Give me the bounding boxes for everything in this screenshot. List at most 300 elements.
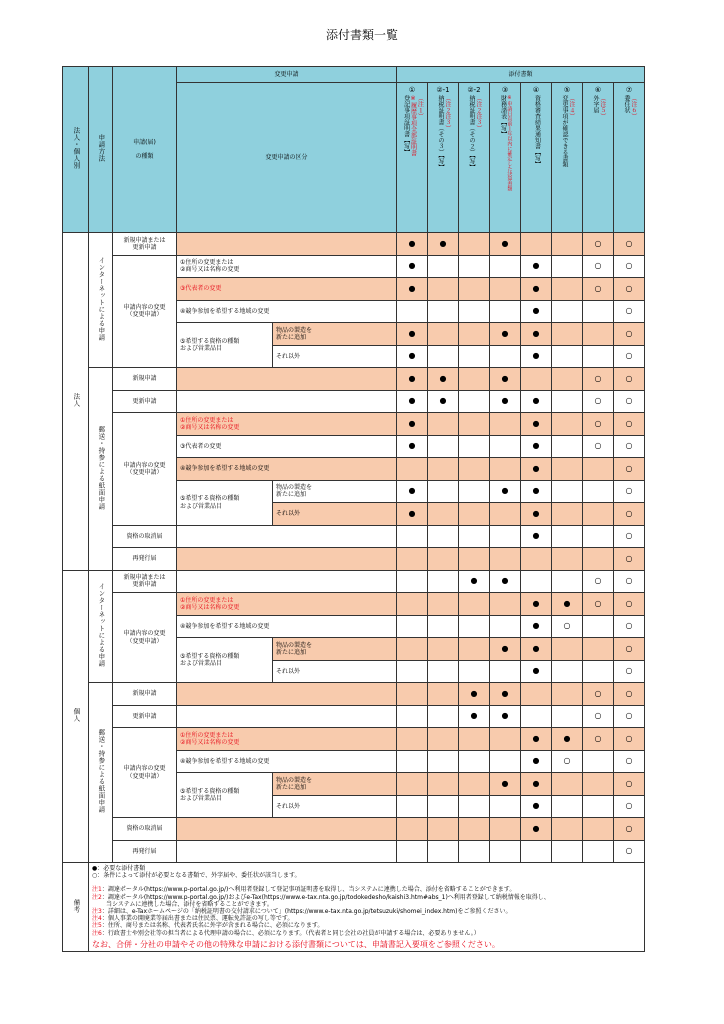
note-5-part: 注5	[92, 922, 102, 930]
mark-cell: ○	[614, 818, 645, 841]
mark-cell	[490, 413, 521, 436]
category-empty	[177, 390, 397, 413]
category-region: ④競争参加を希望する地域の変更	[177, 615, 397, 638]
mark-cell	[583, 503, 614, 526]
mark-cell	[459, 660, 490, 683]
mark-cell	[552, 548, 583, 571]
mark-cell: ●	[521, 795, 552, 818]
mark-cell	[428, 818, 459, 841]
kind-change	[113, 593, 177, 683]
category-empty	[177, 233, 397, 256]
mark-cell: ●	[490, 368, 521, 391]
mark-cell	[428, 615, 459, 638]
mark-cell	[459, 795, 490, 818]
header-doc-number: ④	[532, 86, 540, 94]
mark-cell: ●	[397, 278, 428, 301]
header-doc-8	[614, 83, 645, 233]
category-qualification	[177, 323, 273, 368]
category-goods-add	[273, 480, 397, 503]
header-kind: 申請(届) の種類	[113, 67, 177, 233]
category-goods-add-line2: 新たに追加	[276, 333, 307, 341]
kind-change-line1: 申請内容の変更	[123, 304, 166, 312]
kind-change-line1: 申請内容の変更	[123, 630, 166, 638]
category-other: それ以外	[273, 795, 397, 818]
mark-cell: ●	[459, 683, 490, 706]
category-address-line2: ②商号又は名称の変更	[180, 423, 240, 431]
category-address-line1: ①住所の変更または	[180, 259, 234, 267]
note-4-part: 注4	[92, 915, 102, 923]
mark-cell: ○	[583, 593, 614, 616]
header-doc-text: 変更事項が確認できる書類	[561, 95, 569, 168]
header-doc-number: ⑦	[625, 86, 633, 94]
category-other: それ以外	[273, 660, 397, 683]
mark-cell	[397, 548, 428, 571]
mark-cell: ○	[614, 413, 645, 436]
mark-cell	[459, 345, 490, 368]
mark-cell	[459, 593, 490, 616]
mark-cell	[428, 480, 459, 503]
header-doc-note: （注６）	[629, 95, 637, 120]
category-address	[177, 593, 397, 616]
mark-cell	[397, 705, 428, 728]
mark-cell: ○	[614, 300, 645, 323]
remarks-label-text: 備考	[72, 899, 81, 914]
header-doc-1	[397, 83, 428, 233]
mark-cell: ●	[521, 480, 552, 503]
header-doc-note: （注５）	[598, 95, 606, 120]
mark-cell: ●	[459, 570, 490, 593]
bottom-note: なお、合併・分社の申請やその他の特殊な申請における添付書類については、申請書記入要項をご参照ください。	[92, 939, 500, 949]
mark-cell	[552, 773, 583, 796]
mark-cell	[459, 615, 490, 638]
mark-cell: ○	[614, 278, 645, 301]
mark-cell: ○	[583, 728, 614, 751]
mark-cell	[490, 615, 521, 638]
mark-cell	[397, 795, 428, 818]
category-goods-add	[273, 773, 397, 796]
mark-cell: ●	[490, 323, 521, 346]
category-qualification-line2: および営業品目	[180, 345, 223, 352]
mark-cell	[552, 840, 583, 863]
mark-cell	[552, 413, 583, 436]
mark-cell	[490, 458, 521, 481]
mark-cell	[459, 750, 490, 773]
mark-cell	[490, 818, 521, 841]
method-internet-text: インターネットによる申請	[97, 256, 106, 341]
mark-cell: ○	[583, 683, 614, 706]
mark-cell: ●	[521, 638, 552, 661]
mark-cell	[583, 795, 614, 818]
mark-cell	[583, 345, 614, 368]
mark-cell	[552, 503, 583, 526]
category-empty	[177, 368, 397, 391]
category-qualification-line1: ⑤希望する資格の種類	[180, 652, 240, 660]
category-representative: ③代表者の変更	[177, 435, 397, 458]
mark-cell	[552, 435, 583, 458]
mark-cell	[428, 345, 459, 368]
mark-cell	[459, 728, 490, 751]
mark-cell	[459, 525, 490, 548]
category-qualification-line2: および営業品目	[180, 795, 223, 802]
mark-cell	[490, 435, 521, 458]
header-doc-text: ※履歴事項全部証明書	[409, 95, 417, 157]
mark-cell	[397, 570, 428, 593]
mark-cell: ○	[614, 233, 645, 256]
kind-reissue: 再発行届	[113, 840, 177, 863]
category-goods-add-line2: 新たに追加	[276, 648, 307, 656]
mark-cell: ●	[521, 750, 552, 773]
mark-cell	[397, 683, 428, 706]
category-goods-add	[273, 323, 397, 346]
category-goods-add-line2: 新たに追加	[276, 491, 307, 499]
mark-cell	[490, 525, 521, 548]
mark-cell	[521, 705, 552, 728]
mark-cell	[428, 705, 459, 728]
category-region: ④競争参加を希望する地域の変更	[177, 750, 397, 773]
header-attachments: 添付書類	[397, 67, 645, 83]
mark-cell	[490, 300, 521, 323]
mark-cell	[583, 458, 614, 481]
mark-cell: ●	[521, 503, 552, 526]
mark-cell	[397, 750, 428, 773]
category-address-line2: ②商号又は名称の変更	[180, 603, 240, 611]
mark-cell	[397, 638, 428, 661]
kind-change-line2: （変更申請）	[126, 468, 163, 476]
mark-cell: ●	[397, 413, 428, 436]
method-mail	[89, 368, 113, 571]
category-qualification	[177, 638, 273, 683]
kind-new: 新規申請	[113, 368, 177, 391]
method-internet	[89, 570, 113, 683]
header-doc-3	[459, 83, 490, 233]
method-mail	[89, 683, 113, 863]
mark-cell: ○	[614, 503, 645, 526]
header-doc-text: 財務諸表【写】	[499, 95, 507, 138]
note-4-part: ：個人事業の開廃業等届出書または住民票、運転免許証の写し等です。	[101, 915, 294, 923]
category-address-line2: ②商号又は名称の変更	[180, 266, 240, 274]
mark-cell: ○	[614, 390, 645, 413]
note-3-part: 注3	[92, 907, 102, 915]
mark-cell: ○	[583, 390, 614, 413]
mark-cell: ●	[521, 458, 552, 481]
mark-cell	[490, 255, 521, 278]
category-qualification	[177, 480, 273, 525]
mark-cell: ●	[490, 705, 521, 728]
header-doc-4	[490, 83, 521, 233]
category-empty	[177, 705, 397, 728]
mark-cell: ●	[521, 390, 552, 413]
kind-new-or-renew	[113, 570, 177, 593]
mark-cell: ○	[614, 458, 645, 481]
mark-cell: ○	[614, 570, 645, 593]
category-address-line2: ②商号又は名称の変更	[180, 738, 240, 746]
mark-cell	[552, 278, 583, 301]
mark-cell	[521, 840, 552, 863]
kind-new: 新規申請	[113, 683, 177, 706]
mark-cell	[583, 818, 614, 841]
kind-cancel: 資格の取消届	[113, 525, 177, 548]
mark-cell	[428, 728, 459, 751]
mark-cell: ●	[521, 323, 552, 346]
kind-change	[113, 728, 177, 818]
mark-cell	[428, 458, 459, 481]
note-2	[92, 894, 641, 901]
mark-cell	[397, 773, 428, 796]
note-1	[92, 886, 641, 893]
note-2-part: ：調達ポータル(https://www.p-portal.go.jp/)およびe-Tax(https://www.e-tax.nta.go.jp/todokedesho/kaishi3.htm#abs_1)へ利用者登録して納税情報を取得し、	[101, 893, 550, 901]
mark-cell	[552, 368, 583, 391]
note-5-part: ：住所、商号または名称、代表者氏名に外字が含まれる場合に、必須になります。	[101, 922, 324, 930]
mark-cell	[583, 638, 614, 661]
mark-cell	[552, 390, 583, 413]
category-empty	[177, 818, 397, 841]
note-2-part: 注2	[92, 893, 102, 901]
mark-cell: ●	[521, 278, 552, 301]
mark-cell: ○	[583, 368, 614, 391]
mark-cell: ●	[521, 345, 552, 368]
note-1-part: 注1	[92, 886, 102, 894]
mark-cell	[552, 300, 583, 323]
category-empty	[177, 525, 397, 548]
category-address-line1: ①住所の変更または	[180, 416, 234, 424]
mark-cell: ○	[614, 728, 645, 751]
category-goods-add-line1: 物品の製造を	[276, 484, 313, 492]
legend-filled-part: ●：必要な添付書類	[92, 865, 146, 872]
kind-renew: 更新申請	[113, 390, 177, 413]
mark-cell	[459, 278, 490, 301]
mark-cell	[552, 570, 583, 593]
mark-cell: ●	[521, 728, 552, 751]
category-empty	[177, 840, 397, 863]
mark-cell: ○	[614, 368, 645, 391]
mark-cell	[583, 660, 614, 683]
mark-cell: ○	[583, 255, 614, 278]
kind-change	[113, 255, 177, 368]
header-entity: 法人・個人別	[63, 67, 89, 233]
mark-cell: ●	[428, 390, 459, 413]
legend-empty	[92, 872, 641, 879]
header-change-request: 変更申請	[177, 67, 397, 83]
page-title: 添付書類一覧	[325, 28, 398, 42]
header-doc-text: 納税証明書（その２）【写】	[468, 95, 476, 171]
mark-cell	[490, 548, 521, 571]
mark-cell: ●	[397, 233, 428, 256]
mark-cell	[459, 233, 490, 256]
mark-cell	[552, 255, 583, 278]
mark-cell	[552, 705, 583, 728]
header-doc-text: 登記事項証明書【写】	[402, 95, 410, 156]
header-doc-text: 資格審査結果通知書【写】	[533, 95, 541, 168]
mark-cell: ●	[521, 660, 552, 683]
category-region: ④競争参加を希望する地域の変更	[177, 458, 397, 481]
mark-cell: ●	[397, 435, 428, 458]
mark-cell: ●	[521, 615, 552, 638]
mark-cell	[490, 728, 521, 751]
mark-cell: ●	[490, 233, 521, 256]
header-doc-text: 納税証明書（その３）【写】	[437, 95, 445, 171]
mark-cell	[428, 548, 459, 571]
mark-cell: ○	[614, 435, 645, 458]
mark-cell: ○	[583, 233, 614, 256]
mark-cell	[490, 795, 521, 818]
header-doc-7	[583, 83, 614, 233]
category-qualification-line2: および営業品目	[180, 660, 223, 667]
mark-cell: ●	[521, 255, 552, 278]
mark-cell	[428, 795, 459, 818]
mark-cell	[428, 750, 459, 773]
mark-cell	[552, 458, 583, 481]
category-region: ④競争参加を希望する地域の変更	[177, 300, 397, 323]
mark-cell: ●	[490, 570, 521, 593]
category-empty	[177, 683, 397, 706]
header-doc-text: 外字届	[592, 95, 600, 114]
mark-cell	[490, 750, 521, 773]
mark-cell	[552, 683, 583, 706]
mark-cell	[552, 525, 583, 548]
category-goods-add-line2: 新たに追加	[276, 783, 307, 791]
header-doc-note: （注１）	[416, 95, 424, 120]
method-mail-text: 郵送・持参による紙面申請	[97, 425, 106, 510]
category-empty	[177, 570, 397, 593]
mark-cell	[490, 278, 521, 301]
mark-cell	[459, 255, 490, 278]
mark-cell	[459, 840, 490, 863]
kind-new-or-renew-line1: 新規申請または	[123, 236, 166, 244]
mark-cell	[552, 638, 583, 661]
category-qualification-line1: ⑤希望する資格の種類	[180, 337, 240, 345]
header-doc-number: ⑤	[563, 86, 571, 94]
header-doc-6	[552, 83, 583, 233]
mark-cell	[428, 638, 459, 661]
mark-cell: ●	[490, 638, 521, 661]
mark-cell: ●	[397, 503, 428, 526]
mark-cell	[397, 728, 428, 751]
mark-cell	[428, 840, 459, 863]
note-1-part: ：調達ポータル(https://www.p-portal.go.jp/)へ利用者登録して登記事項証明書を取得し、当システムに連携した場合、添付を省略することができます。	[101, 886, 516, 894]
mark-cell: ●	[490, 683, 521, 706]
attachment-table	[62, 66, 645, 952]
mark-cell	[459, 818, 490, 841]
category-goods-add-line1: 物品の製造を	[276, 326, 313, 334]
mark-cell: ○	[614, 638, 645, 661]
header-doc-number: ①	[408, 86, 416, 94]
mark-cell	[428, 413, 459, 436]
kind-new-or-renew	[113, 233, 177, 256]
mark-cell	[428, 255, 459, 278]
mark-cell	[583, 300, 614, 323]
mark-cell	[552, 660, 583, 683]
kind-change	[113, 413, 177, 526]
kind-change-line1: 申請内容の変更	[123, 461, 166, 469]
mark-cell: ○	[614, 323, 645, 346]
mark-cell: ●	[397, 345, 428, 368]
mark-cell: ●	[521, 773, 552, 796]
mark-cell	[459, 773, 490, 796]
mark-cell: ●	[521, 818, 552, 841]
mark-cell	[459, 638, 490, 661]
mark-cell: ●	[552, 728, 583, 751]
mark-cell	[583, 750, 614, 773]
kind-new-or-renew-line2: 更新申請	[132, 243, 157, 251]
mark-cell	[428, 683, 459, 706]
mark-cell: ○	[614, 660, 645, 683]
kind-change-line2: （変更申請）	[126, 772, 163, 780]
mark-cell	[459, 503, 490, 526]
mark-cell	[428, 525, 459, 548]
mark-cell: ●	[397, 323, 428, 346]
mark-cell: ●	[397, 480, 428, 503]
mark-cell: ●	[521, 435, 552, 458]
mark-cell: ○	[614, 615, 645, 638]
mark-cell	[459, 413, 490, 436]
kind-change-line2: （変更申請）	[126, 637, 163, 645]
mark-cell	[552, 345, 583, 368]
header-doc-note: （注２注３）	[443, 95, 451, 132]
kind-change-line1: 申請内容の変更	[123, 765, 166, 773]
category-qualification	[177, 773, 273, 818]
mark-cell	[459, 323, 490, 346]
category-empty	[177, 548, 397, 571]
entity-indiv-text: 個人	[72, 708, 81, 723]
mark-cell: ○	[614, 593, 645, 616]
kind-new-or-renew-line1: 新規申請または	[123, 574, 166, 582]
mark-cell: ●	[428, 233, 459, 256]
note-3-part: ：詳細は、e-Taxホームページの「納税証明書の交付請求について」(https://www.e-tax.nta.go.jp/tetsuzuki/shomei_index.htm)をご参照ください。	[101, 907, 512, 915]
mark-cell: ○	[614, 795, 645, 818]
mark-cell: ○	[583, 705, 614, 728]
mark-cell	[459, 548, 490, 571]
mark-cell	[397, 615, 428, 638]
mark-cell: ●	[397, 390, 428, 413]
note-5	[92, 922, 641, 929]
mark-cell: ●	[490, 390, 521, 413]
mark-cell	[459, 458, 490, 481]
mark-cell: ○	[583, 435, 614, 458]
mark-cell	[397, 840, 428, 863]
category-goods-add	[273, 638, 397, 661]
mark-cell	[583, 773, 614, 796]
note-6-part: 注6	[92, 929, 102, 937]
mark-cell	[552, 323, 583, 346]
mark-cell: ○	[552, 750, 583, 773]
category-address-line1: ①住所の変更または	[180, 731, 234, 739]
mark-cell	[521, 683, 552, 706]
mark-cell	[428, 593, 459, 616]
category-qualification-line1: ⑤希望する資格の種類	[180, 787, 240, 795]
mark-cell: ○	[552, 615, 583, 638]
kind-renew: 更新申請	[113, 705, 177, 728]
mark-cell	[459, 368, 490, 391]
header-method: 申請方法	[89, 67, 113, 233]
entity-corp-text: 法人	[72, 393, 81, 408]
mark-cell	[490, 660, 521, 683]
mark-cell	[397, 593, 428, 616]
method-internet	[89, 233, 113, 368]
mark-cell: ●	[490, 480, 521, 503]
category-address	[177, 728, 397, 751]
mark-cell	[552, 818, 583, 841]
mark-cell	[521, 570, 552, 593]
remarks-label	[63, 863, 89, 952]
legend-empty-part: ○：条件によって添付が必要となる書類で、外字届や、委任状が該当します。	[92, 872, 301, 880]
kind-change-line2: （変更申請）	[126, 311, 163, 319]
mark-cell: ●	[521, 593, 552, 616]
note-6-part: ：行政書士や別会社等の担当者による代理申請の場合に、必須になります。（代表者と同じ会社の社員が申請する場合は、必要ありません。）	[101, 929, 480, 937]
mark-cell: ●	[552, 593, 583, 616]
category-address	[177, 413, 397, 436]
category-goods-add-line1: 物品の製造を	[276, 776, 313, 784]
entity-indiv	[63, 570, 89, 863]
